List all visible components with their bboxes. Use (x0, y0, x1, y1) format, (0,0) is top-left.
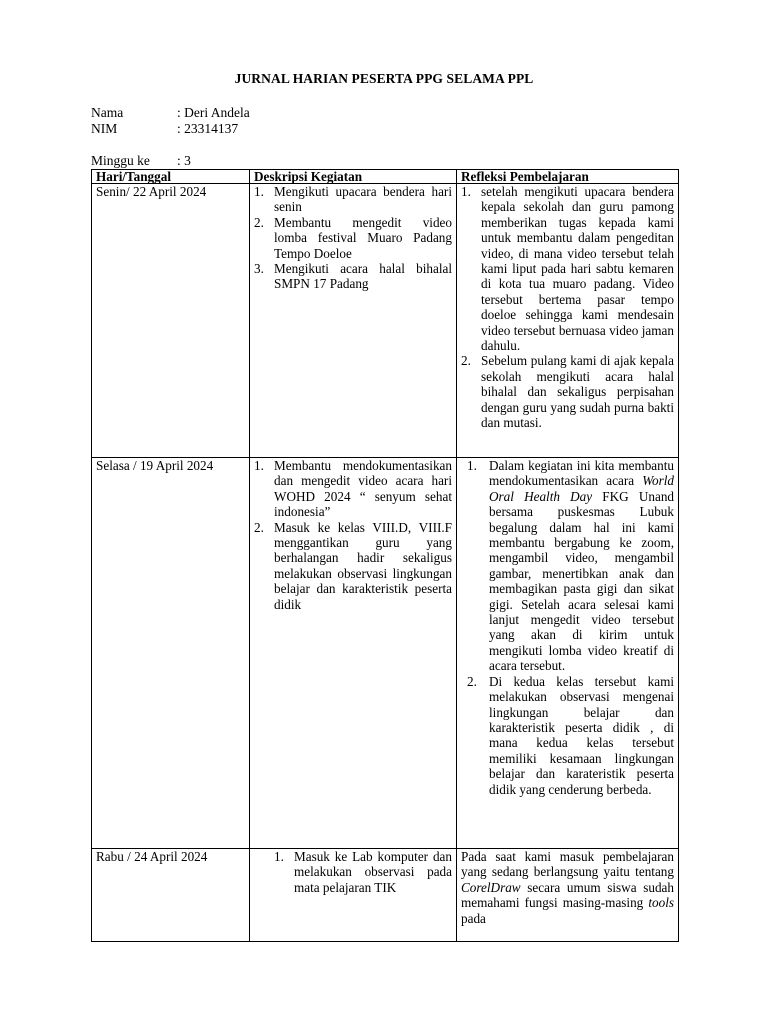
row-date: Selasa / 19 April 2024 (92, 458, 250, 849)
nim-label: NIM (91, 121, 118, 136)
nama-line (91, 105, 250, 121)
list-item: 1. Masuk ke Lab komputer dan melakukan observasi pada mata pelajaran TIK (274, 849, 452, 895)
emphasis-text: CorelDraw (461, 879, 521, 895)
nim-value: : 23314137 (177, 121, 239, 136)
nama-value: : Deri Andela (177, 105, 250, 120)
minggu-value: : 3 (177, 153, 191, 168)
minggu-label: Minggu ke (91, 153, 150, 168)
list-item: 2. Masuk ke kelas VIII.D, VIII.F menggantikan guru yang berhalangan hadir sekaligus melakukan observasi lingkungan belajar dan karakteristik peserta didik (254, 519, 452, 612)
table-row (92, 184, 679, 458)
list-item: 1. Membantu mendokumentasikan dan mengedit video acara hari WOHD 2024 “ senyum sehat indonesia” (254, 458, 452, 520)
row-date: Rabu / 24 April 2024 (92, 849, 250, 942)
emphasis-text: World Oral Health Day (489, 473, 674, 504)
emphasis-text: tools (648, 895, 675, 911)
row-reflections (457, 184, 679, 458)
nama-label: Nama (91, 105, 124, 120)
row-activities (250, 458, 457, 849)
list-item: 2. Sebelum pulang kami di ajak kepala sekolah mengikuti acara halal bihalal dan sekaligus perpisahan dengan guru yang sudah purna bakti dan mutasi. (461, 353, 674, 431)
minggu-line (91, 153, 191, 169)
header-hari-tanggal: Hari/Tanggal (92, 170, 250, 184)
page-title: JURNAL HARIAN PESERTA PPG SELAMA PPL (234, 71, 534, 86)
reflection-paragraph: Pada saat kami masuk pembelajaran yang sedang berlangsung yaitu tentang CorelDraw secara umum siswa sudah memahami fungsi masing-masing tools pada (461, 849, 675, 926)
table-header-row (92, 170, 679, 184)
row-activities (250, 184, 457, 458)
list-item: 2. Di kedua kelas tersebut kami melakukan observasi mengenai lingkungan belajar dan karakteristik peserta didik , di mana kedua kelas tersebut memiliki kesamaan lingkungan belajar dan karateristik peserta didik yang cenderung berbeda. (467, 673, 674, 797)
nim-line (91, 121, 238, 137)
table-row (92, 849, 679, 942)
list-item: 2. Membantu mengedit video lomba festival Muaro Padang Tempo Doeloe (254, 214, 452, 261)
row-date: Senin/ 22 April 2024 (92, 184, 250, 458)
list-item: 1. Dalam kegiatan ini kita membantu mendokumentasikan acara World Oral Health Day FKG Unand bersama puskesmas Lubuk begalung dalam hal ini kami membantu bergabung ke zoom, mengambil video, mengambil gambar, menertibkan anak dan membagikan pasta gigi dan sikat gigi. Setelah acara selesai kami lanjut mengedit video tersebut yang akan di kirim untuk mengikuti lomba video kreatif di acara tersebut. (467, 458, 675, 674)
table-row (92, 458, 679, 849)
list-item: 1. setelah mengikuti upacara bendera kepala sekolah dan guru pamong memberikan tugas kepada kami untuk membantu dalam pengeditan video, di mana video tersebut telah kami liput pada hari sabtu kemaren di kota tua muaro padang. Video tersebut bertema pasar tempo doeloe sehingga kami mendesain video tersebut bernuasa video jaman dahulu. (461, 184, 674, 354)
row-reflections (457, 849, 679, 942)
row-reflections (457, 458, 679, 849)
list-item: 1. Mengikuti upacara bendera hari senin (254, 184, 452, 215)
list-item: 3. Mengikuti acara halal bihalal SMPN 17 Padang (254, 261, 452, 292)
journal-table (91, 169, 679, 942)
header-deskripsi: Deskripsi Kegiatan (250, 170, 457, 184)
header-refleksi: Refleksi Pembelajaran (457, 170, 679, 184)
row-activities (250, 849, 457, 942)
